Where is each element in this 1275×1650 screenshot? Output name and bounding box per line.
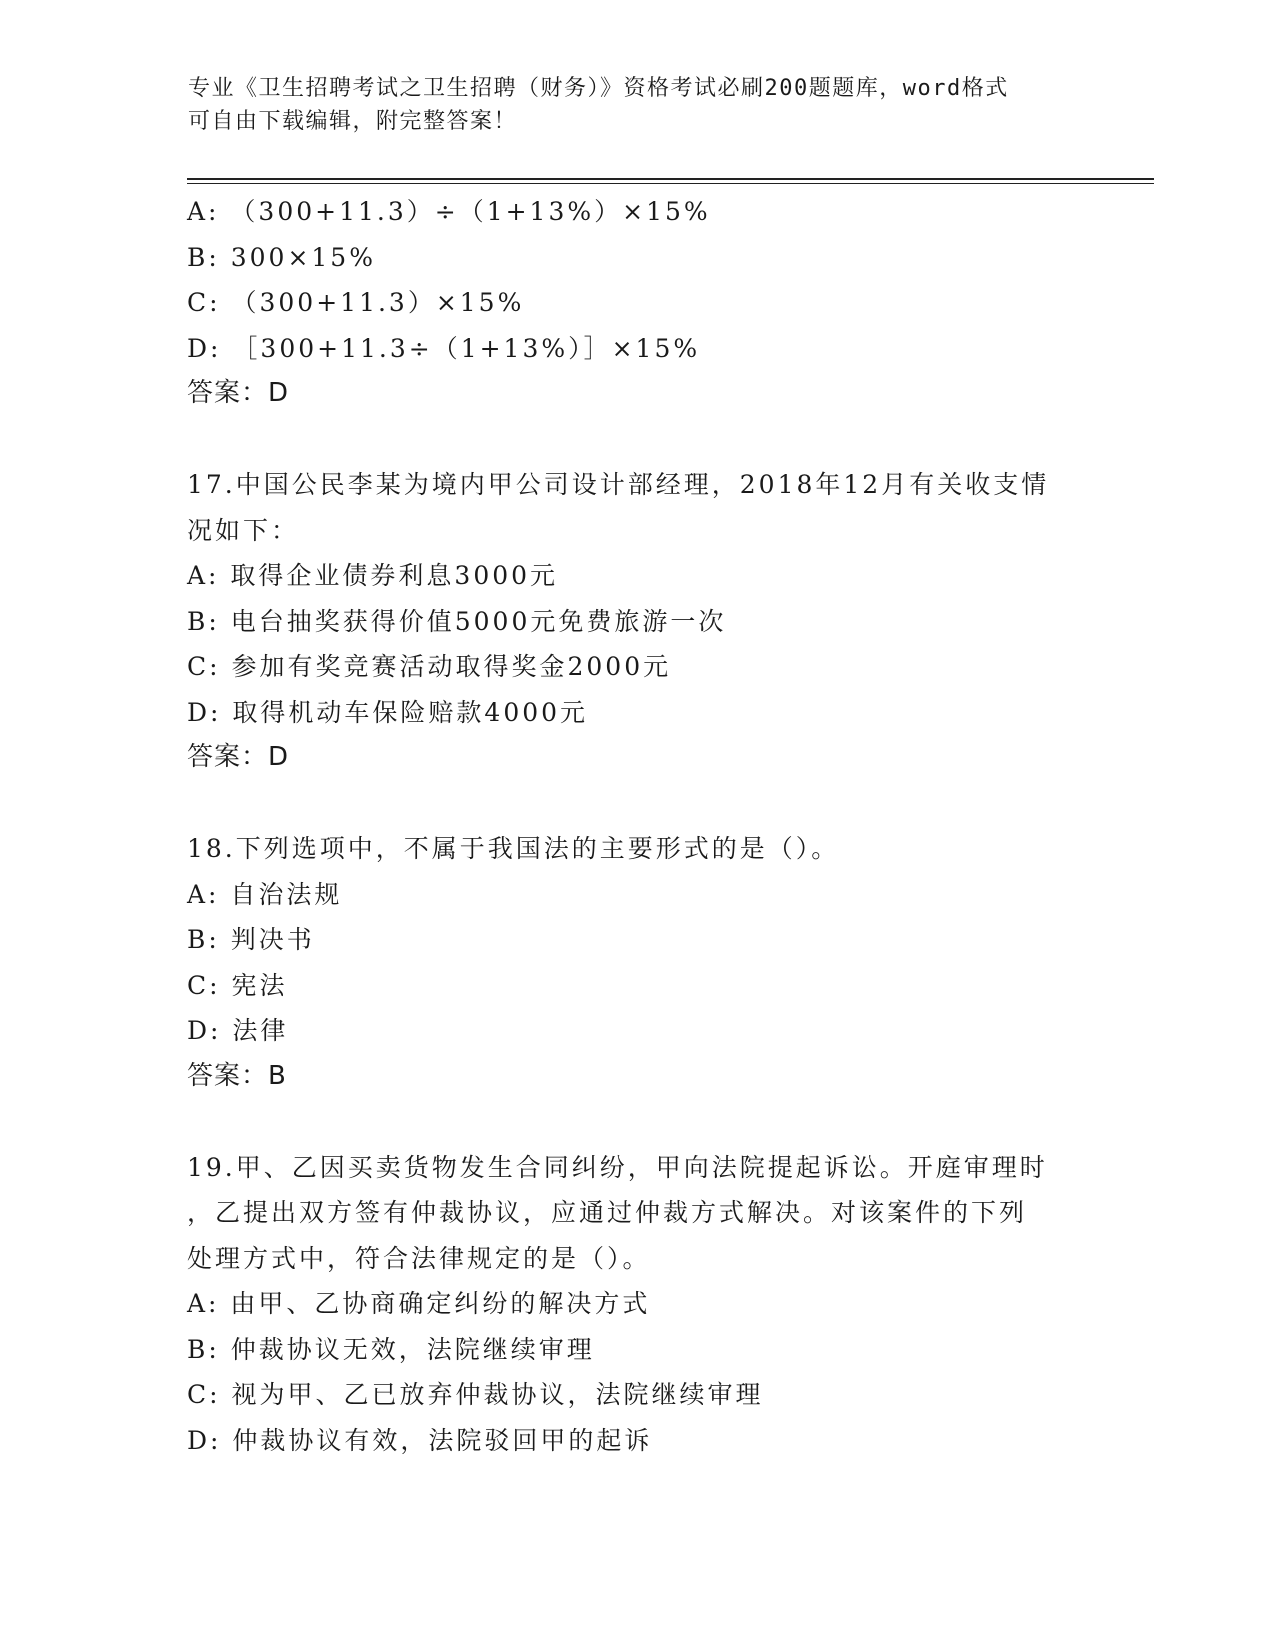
question-17 — [187, 462, 1087, 781]
option-d: D: ［300+11.3÷（1+13%）］×15% — [187, 333, 701, 363]
question-stem-line: 18.下列选项中，不属于我国法的主要形式的是（）。 — [187, 834, 840, 863]
answer: 答案：B — [187, 1060, 287, 1091]
question-18 — [187, 826, 1087, 1099]
question-list — [187, 189, 1087, 1463]
question-16 — [187, 189, 1087, 417]
option-d: D: 取得机动车保险赔款4000元 — [187, 697, 589, 727]
option-d: D: 仲裁协议有效，法院驳回甲的起诉 — [187, 1425, 653, 1455]
question-stem-line: 处理方式中，符合法律规定的是（）。 — [187, 1243, 651, 1273]
header-line-2: 可自由下载编辑，附完整答案！ — [188, 109, 518, 134]
answer: 答案：D — [187, 378, 290, 408]
question-stem-line: 况如下： — [187, 515, 300, 545]
option-a: A: 取得企业债券利息3000元 — [187, 561, 559, 590]
answer: 答案：D — [187, 742, 290, 772]
option-b: B: 判决书 — [187, 925, 315, 954]
header-rule-thin — [187, 183, 1154, 184]
question-stem-line: ，乙提出双方签有仲裁协议，应通过仲裁方式解决。对该案件的下列 — [187, 1198, 1028, 1227]
spacer — [187, 417, 1087, 463]
spacer — [187, 781, 1087, 827]
option-b: B: 仲裁协议无效，法院继续审理 — [187, 1334, 595, 1364]
header-rule-thick — [187, 178, 1154, 180]
question-stem-line: 19.甲、乙因买卖货物发生合同纠纷，甲向法院提起诉讼。开庭审理时 — [187, 1152, 1048, 1182]
question-19 — [187, 1145, 1087, 1464]
option-d: D: 法律 — [187, 1016, 289, 1045]
option-b: B: 电台抽奖获得价值5000元免费旅游一次 — [187, 606, 727, 636]
option-c: C: 宪法 — [187, 970, 288, 1000]
question-stem-line: 17.中国公民李某为境内甲公司设计部经理，2018年12月有关收支情 — [187, 470, 1050, 499]
spacer — [187, 1099, 1087, 1145]
option-a: A: （300+11.3）÷（1+13%）×15% — [187, 197, 711, 226]
header-line-1: 专业《卫生招聘考试之卫生招聘（财务）》资格考试必刷200题题库，word格式 — [188, 76, 1009, 101]
option-a: A: 由甲、乙协商确定纠纷的解决方式 — [187, 1289, 651, 1318]
option-c: C: 视为甲、乙已放弃仲裁协议，法院继续审理 — [187, 1380, 764, 1409]
option-c: C: （300+11.3）×15% — [187, 288, 525, 317]
option-a: A: 自治法规 — [187, 879, 343, 909]
option-b: B: 300×15% — [187, 242, 376, 272]
option-c: C: 参加有奖竞赛活动取得奖金2000元 — [187, 652, 672, 681]
document-header — [188, 72, 1068, 138]
